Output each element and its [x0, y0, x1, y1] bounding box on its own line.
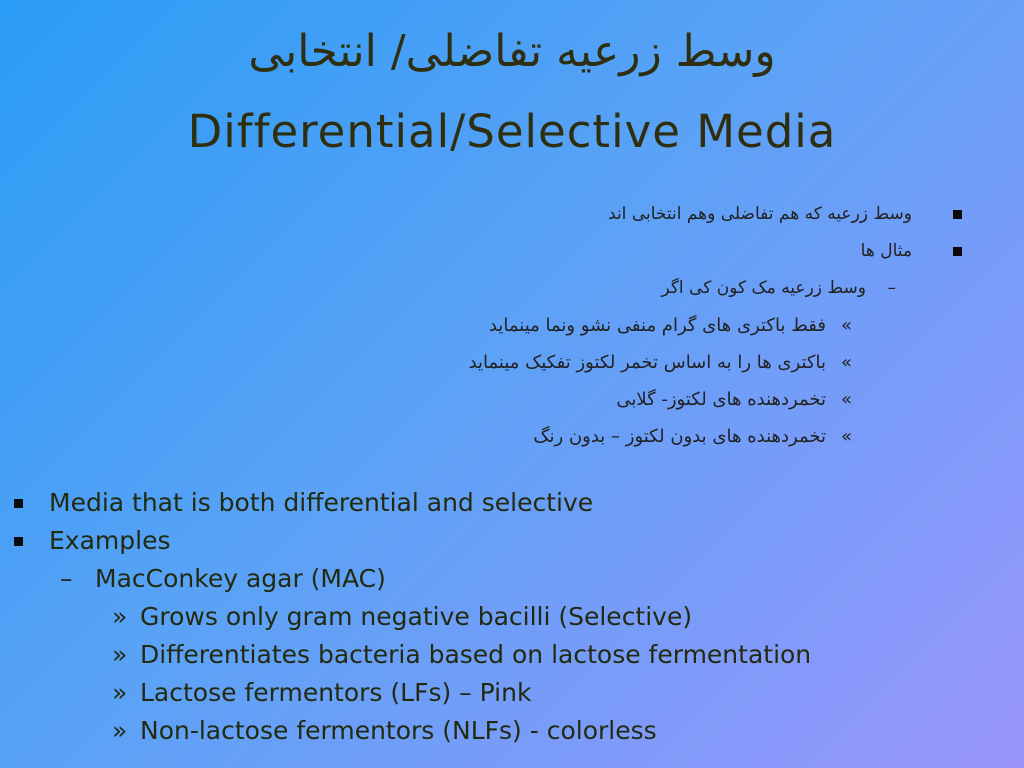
persian-bullet-text: مثال ها — [860, 241, 912, 261]
square-bullet-icon — [953, 247, 962, 256]
english-subsub-item — [14, 712, 994, 750]
persian-bullet-text: وسط زرعیه که هم تفاضلی وهم انتخابی اند — [608, 204, 912, 224]
persian-subsub-item — [236, 381, 936, 418]
persian-subsub-text: تخمردهنده های لکتوز- گلابی — [616, 389, 826, 410]
raquo-marker: » — [840, 389, 852, 410]
title-persian: وسط زرعیه تفاضلی/ انتخابی — [248, 26, 776, 77]
english-bullet-item — [14, 484, 994, 522]
raquo-marker: » — [112, 678, 128, 707]
english-subsub-item — [14, 598, 994, 636]
persian-sub-item — [236, 270, 936, 307]
english-sub-item — [14, 560, 994, 598]
raquo-marker: » — [840, 315, 852, 336]
english-bullet-item — [14, 522, 994, 560]
english-bullet-list — [14, 484, 994, 750]
persian-sub-text: وسط زرعیه مک کون کی اگر — [661, 278, 866, 298]
persian-subsub-text: فقط باکتری های گرام منفی نشو ونما مینماید — [488, 315, 826, 336]
english-subsub-text: Lactose fermentors (LFs) – Pink — [140, 678, 532, 707]
persian-subsub-text: تخمردهنده های بدون لکتوز – بدون رنگ — [533, 426, 826, 447]
english-subsub-item — [14, 674, 994, 712]
persian-subsub-item — [236, 418, 936, 455]
english-subsub-text: Grows only gram negative bacilli (Selective) — [140, 602, 693, 631]
english-bullet-text: Media that is both differential and selective — [49, 488, 594, 517]
english-subsub-text: Differentiates bacteria based on lactose fermentation — [140, 640, 812, 669]
persian-bullet-list — [236, 196, 936, 455]
raquo-marker: » — [840, 426, 852, 447]
dash-marker: – — [887, 278, 896, 298]
raquo-marker: » — [112, 716, 128, 745]
dash-marker: – — [60, 564, 73, 593]
square-bullet-icon — [14, 537, 23, 546]
persian-bullet-item — [236, 233, 936, 270]
square-bullet-icon — [14, 499, 23, 508]
persian-subsub-text: باکتری ها را به اساس تخمر لکتوز تفکیک مینماید — [468, 352, 826, 373]
english-bullet-text: Examples — [49, 526, 171, 555]
persian-bullet-item — [236, 196, 936, 233]
square-bullet-icon — [953, 210, 962, 219]
raquo-marker: » — [840, 352, 852, 373]
title-english: Differential/Selective Media — [187, 105, 837, 158]
english-subsub-text: Non-lactose fermentors (NLFs) - colorless — [140, 716, 657, 745]
english-sub-text: MacConkey agar (MAC) — [95, 564, 386, 593]
persian-subsub-item — [236, 307, 936, 344]
english-subsub-item — [14, 636, 994, 674]
raquo-marker: » — [112, 602, 128, 631]
raquo-marker: » — [112, 640, 128, 669]
persian-subsub-item — [236, 344, 936, 381]
